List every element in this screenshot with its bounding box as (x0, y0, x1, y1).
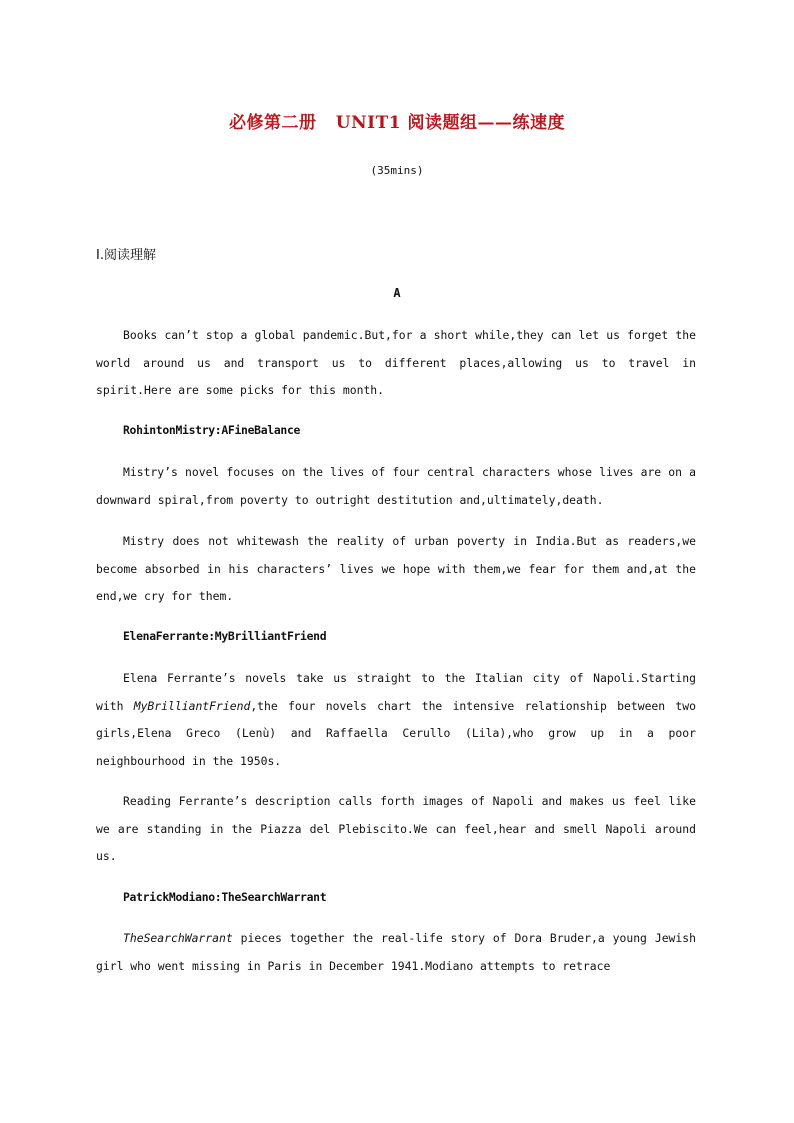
ferrante-paragraph-1 (96, 665, 696, 775)
mistry-paragraph-1: Mistry’s novel focuses on the lives of four central characters whose lives are on a downward spiral,from poverty to outright destitution and,ultimately,death. (96, 465, 696, 507)
modiano-book-title: TheSearchWarrant (123, 931, 233, 945)
book-heading-mistry: RohintonMistry:AFineBalance (123, 423, 301, 437)
passage-label: A (393, 286, 401, 300)
modiano-p1-rest: pieces together the real-life story of Dora Bruder,a young Jewish girl who went missing in Paris in December 1941.Modiano attempts to retrace (96, 931, 696, 973)
page-title: 必修第二册 UNIT1 阅读题组——练速度 (229, 113, 565, 133)
section-heading: Ⅰ.阅读理解 (96, 248, 156, 263)
modiano-paragraph-1 (96, 925, 696, 980)
ferrante-book-title: MyBrilliantFriend (133, 698, 251, 713)
ferrante-p1-start: Elena Ferrante’s novels take us straight to the Italian city of Napoli.Starting with (96, 671, 696, 713)
book-heading-modiano: PatrickModiano:TheSearchWarrant (123, 890, 327, 904)
ferrante-paragraph-2: Reading Ferrante’s description calls forth images of Napoli and makes us feel like we are standing in the Piazza del Plebiscito.We can feel,hear and smell Napoli around us. (96, 794, 696, 863)
mistry-paragraph-2: Mistry does not whitewash the reality of urban poverty in India.But as readers,we become absorbed in his characters’ lives we hope with them,we fear for them and,at the end,we cry for them. (96, 534, 696, 603)
intro-paragraph: Books can’t stop a global pandemic.But,for a short while,they can let us forget the world around us and transport us to different places,allowing us to travel in spirit.Here are some picks for this month. (96, 328, 696, 397)
ferrante-p1-end: ,the four novels chart the intensive relationship between two girls,Elena Greco (Lenù) and Raffaella Cerullo (Lila),who grow up in a poor neighbourhood in the 1950s. (96, 698, 696, 768)
book-heading-ferrante: ElenaFerrante:MyBrilliantFriend (123, 629, 327, 643)
duration-note: (35mins) (370, 164, 424, 177)
